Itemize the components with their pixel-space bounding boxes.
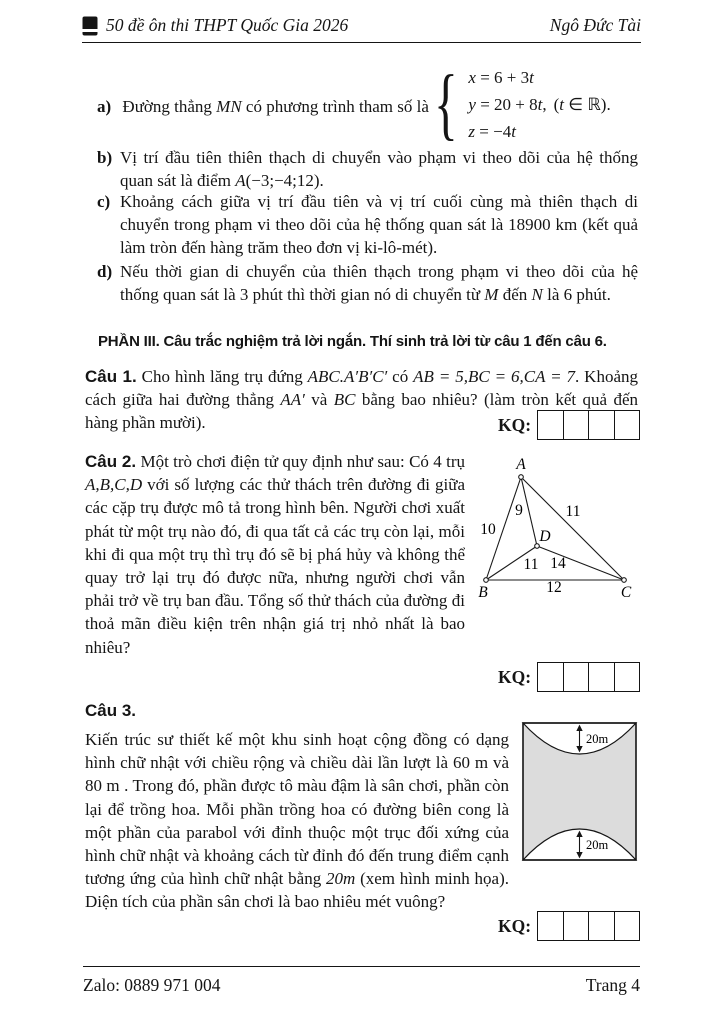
graph-figure [465,450,655,600]
answer-box-q3 [537,911,640,941]
math-var: y [468,94,476,114]
footer-rule [83,966,640,967]
text-run: Cho hình lăng trụ đứng [136,367,308,386]
question-3 [85,728,509,914]
answer-box-q1 [537,410,640,440]
math-mn: MN [216,97,242,116]
math-distance: 20m [326,869,356,889]
text-run: là 6 phút. [542,285,611,305]
math-prism: ABC.A′B′C′ [307,367,388,386]
math-var: AA′ [280,390,305,410]
vertex-c-label: C [620,584,632,600]
text-run: Đường thẳng [122,97,217,116]
equation-column [468,64,610,145]
item-d-label: d) [97,262,113,281]
item-a-label: a) [97,97,112,116]
math-run: = 20 + 8 [475,94,538,114]
item-c-label: c) [97,192,111,211]
answer-cell [538,912,563,940]
text-run: Khoảng cách giữa vị trí đầu tiên và vị trí cuối cùng mà thiên thạch di chuyển trong phạm vi theo dõi của hệ thống quan sát là 18900 km (kết quả làm tròn đến hàng trăm theo đơn vị ki-lô-mét). [120,192,638,258]
answer-box-q2 [537,662,640,692]
vertex-a-label: A [516,456,526,473]
question-1-label: Câu 1. [85,367,137,386]
footer-contact: Zalo: 0889 971 004 [83,975,221,995]
math-run: = −4 [475,121,512,141]
answer-cell [538,411,563,439]
document-title: 50 đề ôn thi THPT Quốc Gia 2026 [106,15,349,35]
vertex-d-label: D [539,528,551,545]
question-2-label: Câu 2. [85,452,137,471]
header-rule [82,42,641,43]
equation-z [468,118,610,145]
math-run: , [542,94,547,114]
math-run: ( [553,94,560,114]
math-var: t [511,121,516,141]
answer-cell [538,663,563,691]
page-number: Trang 4 [585,975,640,995]
answer-cell [563,411,589,439]
answer-cell [588,663,614,691]
kq-label-q3: KQ: [498,915,532,936]
text-run: với số lượng các thử thách trên đường đi giữa các cặp trụ được mô tả trong hình bên. Người chơi xuất phát từ một trụ nào đó, đi qua tất cả các trụ còn lại, mỗi khi đi qua một trụ thì trụ đó sẽ bị phá hủy và không thể quay trở lại trụ đó được nữa, nhưng người chơi vẫn phải trở về trụ ban đầu. Tổng số thử thách của đường đi thoả mãn điều kiện trên nhận giá trị nhỏ nhất là bao nhiêu? [85,475,465,657]
answer-cell [588,411,614,439]
item-d [97,260,638,306]
weight-bd: 11 [523,556,539,573]
answer-cell [614,912,640,940]
text-run: và [304,390,334,410]
kq-label-q2: KQ: [498,666,532,687]
bottom-gap-label: 20m [586,838,609,852]
weight-ad: 9 [515,502,523,519]
answer-cell [563,663,589,691]
book-icon [82,16,98,36]
parametric-system [434,60,611,148]
math-run: = 6 + 3 [475,67,530,87]
item-a [97,97,429,117]
math-var: z [468,121,476,141]
top-gap-label: 20m [586,732,609,746]
weight-ab: 10 [480,521,496,538]
page-footer [83,975,640,996]
vertex-b-label: B [478,584,488,600]
question-2 [85,450,465,659]
weight-bc: 12 [546,579,562,596]
equation-x [468,64,610,91]
text-run: . Khoảng cách giữa hai đường thẳng [85,367,638,410]
answer-row-q3 [498,911,640,941]
text-run: bằng bao nhiêu? (làm tròn kết quả đến hàng phần mười). [85,390,638,433]
math-var: BC [333,390,356,410]
answer-cell [588,912,614,940]
text-run: Vị trí đầu tiên thiên thạch di chuyển vào phạm vi theo dõi của hệ thống quan sát là điểm [120,148,638,191]
math-run: (−3;−4;12). [245,171,324,191]
page-header [82,15,641,36]
left-brace: { [434,60,458,148]
playground-figure [510,705,660,865]
question-3-label: Câu 3. [85,701,137,720]
answer-row-q2 [498,662,640,692]
weight-cd: 14 [550,555,566,572]
text-run: có [387,367,414,386]
math-sides: AB = 5,BC = 6,CA = 7 [413,367,575,386]
math-var: M [484,285,499,305]
section-heading: PHẦN III. Câu trắc nghiệm trả lời ngắn. Thí sinh trả lời từ câu 1 đến câu 6. [98,333,607,350]
answer-cell [614,663,640,691]
math-var: t [537,94,543,114]
math-vertices: A,B,C,D [85,475,143,495]
kq-label-q1: KQ: [498,414,532,435]
math-point: A [235,171,246,191]
item-b [97,146,638,192]
item-b-label: b) [97,148,113,167]
item-c [97,190,638,260]
answer-row-q1 [498,410,640,440]
author-name: Ngô Đức Tài [549,15,641,35]
answer-cell [614,411,640,439]
parameter-domain [554,95,611,114]
weight-ac: 11 [565,503,581,520]
math-run: ∈ ℝ). [564,94,611,114]
header-left [82,15,348,36]
text-run: Kiến trúc sư thiết kế một khu sinh hoạt cộng đồng có dạng hình chữ nhật với chiều rộng và chiều dài lần lượt là 60 m và 80 m . Trong đó, phần được tô màu đậm là sân chơi, phần còn lại để trồng hoa. Mỗi phần trồng hoa có đường biên cong là một phần của parabol với đỉnh thuộc một trục đối xứng của hình chữ nhật và khoảng cách từ đỉnh đó đến trung điểm cạnh tương ứng của hình chữ nhật bằng [85,730,509,889]
text-run: (xem hình minh họa). Diện tích của phần sân chơi là bao nhiêu mét vuông? [85,869,510,912]
answer-cell [563,912,589,940]
math-var: x [468,67,476,87]
math-var: t [559,94,565,114]
text-run: đến [498,285,532,305]
math-var: t [529,67,534,87]
text-run: có phương trình tham số là [241,97,429,116]
item-a-text [122,97,428,116]
text-run: Nếu thời gian di chuyển của thiên thạch trong phạm vi theo dõi của hệ thống quan sát là 3 phút thì thời gian nó di chuyển từ [120,262,638,305]
equation-y [468,91,610,118]
text-run: Một trò chơi điện tử quy định như sau: Có 4 trụ [136,452,465,471]
math-var: N [531,285,543,305]
